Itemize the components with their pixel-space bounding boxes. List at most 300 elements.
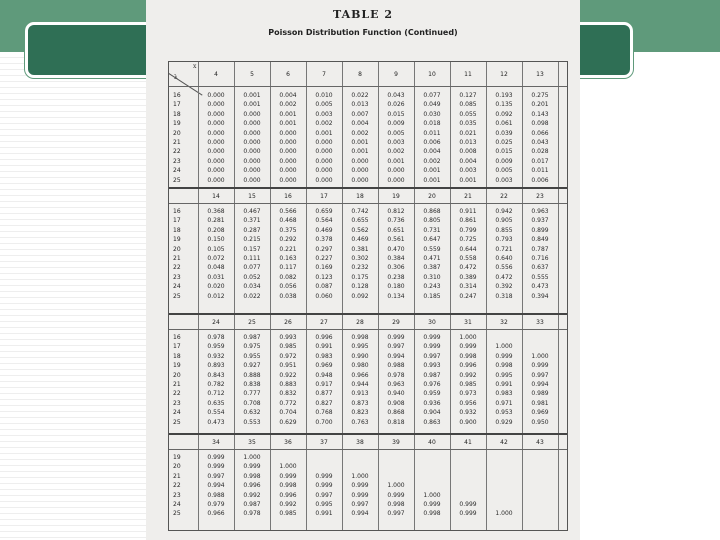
probability-cell: 0.003 xyxy=(387,139,405,146)
probability-cell: 0.936 xyxy=(423,399,441,407)
probability-cell: 0.022 xyxy=(243,292,261,300)
probability-cell: 0.922 xyxy=(279,371,297,379)
probability-cell: 0.823 xyxy=(351,409,369,417)
probability-cell: 0.999 xyxy=(351,482,369,490)
probability-cell: 0.117 xyxy=(279,264,297,272)
probability-cell: 0.470 xyxy=(387,245,405,253)
probability-cell: 0.000 xyxy=(207,157,225,165)
probability-cell: 0.469 xyxy=(351,236,369,244)
lambda-row-label: 18 xyxy=(173,352,181,360)
probability-cell: 0.000 xyxy=(243,176,261,184)
x-column-header: 20 xyxy=(428,193,436,200)
probability-cell: 0.011 xyxy=(531,167,549,175)
x-column-header: 6 xyxy=(286,71,290,78)
probability-cell: 0.004 xyxy=(423,148,441,156)
probability-cell: 0.043 xyxy=(531,139,549,146)
probability-cell: 0.243 xyxy=(423,283,441,291)
probability-cell: 1.000 xyxy=(459,334,477,341)
probability-cell: 0.000 xyxy=(279,148,297,156)
probability-cell: 0.013 xyxy=(351,101,369,109)
lambda-row-label: 24 xyxy=(173,409,181,417)
probability-cell: 0.004 xyxy=(459,157,477,165)
x-column-header: 42 xyxy=(500,439,508,446)
x-column-header: 26 xyxy=(284,319,292,326)
probability-cell: 0.980 xyxy=(351,362,369,370)
probability-cell: 0.010 xyxy=(315,92,333,99)
probability-cell: 0.644 xyxy=(459,245,477,253)
probability-cell: 0.635 xyxy=(207,399,225,407)
probability-cell: 0.175 xyxy=(351,273,369,281)
probability-cell: 0.021 xyxy=(459,129,477,137)
probability-cell: 0.005 xyxy=(495,167,513,175)
probability-cell: 0.038 xyxy=(279,292,297,300)
probability-cell: 0.001 xyxy=(279,110,297,118)
probability-cell: 0.629 xyxy=(279,418,297,426)
lambda-row-label: 22 xyxy=(173,148,181,156)
lambda-row-label: 17 xyxy=(173,343,181,351)
probability-cell: 0.777 xyxy=(243,390,261,398)
probability-cell: 0.001 xyxy=(459,176,477,184)
probability-cell: 0.843 xyxy=(207,371,225,379)
probability-cell: 0.998 xyxy=(387,501,405,508)
x-column-header: 34 xyxy=(212,439,220,446)
probability-cell: 0.963 xyxy=(387,381,405,388)
x-column-header: 8 xyxy=(358,71,362,78)
probability-cell: 0.000 xyxy=(243,167,261,175)
x-column-header: 9 xyxy=(394,71,398,78)
probability-cell: 0.105 xyxy=(207,245,225,253)
probability-cell: 0.022 xyxy=(351,92,369,99)
lambda-row-label: 25 xyxy=(173,176,181,184)
probability-cell: 0.015 xyxy=(495,148,513,156)
probability-cell: 0.375 xyxy=(279,226,297,234)
probability-cell: 0.066 xyxy=(531,129,549,137)
lambda-row-label: 19 xyxy=(173,120,181,128)
probability-cell: 0.708 xyxy=(243,399,261,407)
probability-cell: 0.007 xyxy=(351,110,369,118)
probability-cell: 0.993 xyxy=(279,334,297,341)
probability-cell: 0.991 xyxy=(315,510,333,518)
x-column-header: 33 xyxy=(536,319,544,326)
x-column-header: 30 xyxy=(428,319,436,326)
probability-cell: 0.994 xyxy=(531,381,549,388)
probability-cell: 0.025 xyxy=(495,139,513,146)
x-column-header: 27 xyxy=(320,319,328,326)
probability-cell: 0.999 xyxy=(387,491,405,499)
probability-cell: 0.988 xyxy=(207,491,225,499)
probability-cell: 0.392 xyxy=(495,283,513,291)
probability-cell: 0.232 xyxy=(351,264,369,272)
probability-cell: 0.297 xyxy=(315,245,333,253)
probability-cell: 0.123 xyxy=(315,273,333,281)
poisson-table xyxy=(168,61,568,531)
probability-cell: 0.238 xyxy=(387,273,405,281)
probability-cell: 0.030 xyxy=(423,110,441,118)
x-column-header: 24 xyxy=(212,319,220,326)
probability-cell: 0.990 xyxy=(351,352,369,360)
x-column-header: 19 xyxy=(392,193,400,200)
probability-cell: 0.020 xyxy=(207,283,225,291)
x-column-header: 31 xyxy=(464,319,472,326)
lambda-row-label: 19 xyxy=(173,454,181,461)
probability-cell: 0.180 xyxy=(387,283,405,291)
probability-cell: 0.001 xyxy=(315,129,333,137)
probability-cell: 0.012 xyxy=(207,292,225,300)
probability-cell: 0.861 xyxy=(459,217,477,225)
probability-cell: 0.999 xyxy=(423,343,441,351)
probability-cell: 0.009 xyxy=(495,157,513,165)
probability-cell: 0.929 xyxy=(495,418,513,426)
probability-cell: 0.013 xyxy=(459,139,477,146)
probability-cell: 0.712 xyxy=(207,390,225,398)
probability-cell: 0.998 xyxy=(459,352,477,360)
probability-cell: 0.003 xyxy=(495,176,513,184)
probability-cell: 0.908 xyxy=(387,399,405,407)
probability-cell: 0.932 xyxy=(459,409,477,417)
probability-cell: 0.818 xyxy=(387,418,405,426)
probability-cell: 0.997 xyxy=(351,501,369,508)
lambda-row-label: 17 xyxy=(173,101,181,109)
probability-cell: 0.000 xyxy=(207,101,225,109)
probability-cell: 0.006 xyxy=(423,139,441,146)
x-column-header: 35 xyxy=(248,439,256,446)
probability-cell: 0.975 xyxy=(243,343,261,351)
probability-cell: 0.999 xyxy=(531,362,549,370)
probability-cell: 0.556 xyxy=(495,264,513,272)
lambda-row-label: 22 xyxy=(173,390,181,398)
probability-cell: 0.002 xyxy=(315,120,333,128)
probability-cell: 0.959 xyxy=(207,343,225,351)
probability-cell: 0.992 xyxy=(243,491,261,499)
probability-cell: 0.001 xyxy=(423,167,441,175)
x-column-header: 28 xyxy=(356,319,364,326)
probability-cell: 0.972 xyxy=(279,352,297,360)
probability-cell: 0.005 xyxy=(387,129,405,137)
probability-cell: 0.000 xyxy=(243,139,261,146)
probability-cell: 0.055 xyxy=(459,110,477,118)
probability-cell: 0.995 xyxy=(351,343,369,351)
probability-cell: 0.000 xyxy=(207,120,225,128)
probability-cell: 0.812 xyxy=(387,208,405,215)
probability-cell: 1.000 xyxy=(387,482,405,490)
probability-cell: 0.215 xyxy=(243,236,261,244)
probability-cell: 0.143 xyxy=(531,110,549,118)
block-separator xyxy=(169,86,567,87)
probability-cell: 0.725 xyxy=(459,236,477,244)
x-column-header: 16 xyxy=(284,193,292,200)
probability-cell: 0.971 xyxy=(495,399,513,407)
probability-cell: 0.082 xyxy=(279,273,297,281)
lambda-row-label: 24 xyxy=(173,283,181,291)
probability-cell: 0.992 xyxy=(459,371,477,379)
probability-cell: 0.999 xyxy=(495,352,513,360)
probability-cell: 0.471 xyxy=(423,255,441,262)
probability-cell: 0.472 xyxy=(495,273,513,281)
probability-cell: 0.092 xyxy=(495,110,513,118)
lambda-row-label: 23 xyxy=(173,157,181,165)
x-column-header: 18 xyxy=(356,193,364,200)
probability-cell: 0.966 xyxy=(351,371,369,379)
x-column-header: 39 xyxy=(392,439,400,446)
x-column-header: 41 xyxy=(464,439,472,446)
probability-cell: 0.185 xyxy=(423,292,441,300)
probability-cell: 1.000 xyxy=(351,472,369,480)
probability-cell: 0.999 xyxy=(315,472,333,480)
probability-cell: 1.000 xyxy=(495,510,513,518)
lambda-row-label: 22 xyxy=(173,482,181,490)
probability-cell: 0.061 xyxy=(495,120,513,128)
probability-cell: 0.991 xyxy=(315,343,333,351)
probability-cell: 0.998 xyxy=(351,334,369,341)
probability-cell: 0.951 xyxy=(279,362,297,370)
probability-cell: 0.006 xyxy=(531,176,549,184)
probability-cell: 0.905 xyxy=(495,217,513,225)
probability-cell: 0.799 xyxy=(459,226,477,234)
probability-cell: 0.000 xyxy=(351,157,369,165)
probability-cell: 0.281 xyxy=(207,217,225,225)
probability-cell: 0.716 xyxy=(531,255,549,262)
probability-cell: 0.135 xyxy=(495,101,513,109)
lambda-row-label: 25 xyxy=(173,292,181,300)
probability-cell: 0.208 xyxy=(207,226,225,234)
block-separator xyxy=(169,313,567,315)
probability-cell: 0.056 xyxy=(279,283,297,291)
x-column-header: 17 xyxy=(320,193,328,200)
probability-cell: 0.655 xyxy=(351,217,369,225)
probability-cell: 0.997 xyxy=(315,491,333,499)
probability-cell: 0.387 xyxy=(423,264,441,272)
probability-cell: 0.000 xyxy=(207,129,225,137)
probability-cell: 0.000 xyxy=(387,167,405,175)
probability-cell: 0.001 xyxy=(243,92,261,99)
probability-cell: 0.996 xyxy=(459,362,477,370)
probability-cell: 0.000 xyxy=(243,120,261,128)
x-label: x xyxy=(193,63,197,70)
probability-cell: 0.553 xyxy=(243,418,261,426)
probability-cell: 0.868 xyxy=(423,208,441,215)
x-column-header: 32 xyxy=(500,319,508,326)
probability-cell: 0.647 xyxy=(423,236,441,244)
probability-cell: 0.087 xyxy=(315,283,333,291)
probability-cell: 0.043 xyxy=(387,92,405,99)
probability-cell: 0.004 xyxy=(279,92,297,99)
probability-cell: 0.900 xyxy=(459,418,477,426)
x-column-header: 37 xyxy=(320,439,328,446)
probability-cell: 0.704 xyxy=(279,409,297,417)
probability-cell: 0.000 xyxy=(207,176,225,184)
probability-cell: 0.987 xyxy=(423,371,441,379)
probability-cell: 0.000 xyxy=(315,176,333,184)
probability-cell: 0.877 xyxy=(315,390,333,398)
probability-cell: 0.015 xyxy=(387,110,405,118)
x-column-header: 23 xyxy=(536,193,544,200)
probability-cell: 0.997 xyxy=(387,510,405,518)
probability-cell: 0.092 xyxy=(351,292,369,300)
probability-cell: 0.000 xyxy=(207,110,225,118)
probability-cell: 0.564 xyxy=(315,217,333,225)
probability-cell: 1.000 xyxy=(423,491,441,499)
x-column-header: 21 xyxy=(464,193,472,200)
probability-cell: 0.998 xyxy=(495,362,513,370)
probability-cell: 0.000 xyxy=(315,139,333,146)
probability-cell: 0.659 xyxy=(315,208,333,215)
lambda-row-label: 21 xyxy=(173,381,181,388)
probability-cell: 0.134 xyxy=(387,292,405,300)
x-column-header: 40 xyxy=(428,439,436,446)
probability-cell: 0.001 xyxy=(387,157,405,165)
probability-cell: 0.640 xyxy=(495,255,513,262)
probability-cell: 0.011 xyxy=(423,129,441,137)
probability-cell: 0.072 xyxy=(207,255,225,262)
probability-cell: 0.001 xyxy=(279,120,297,128)
x-column-header: 43 xyxy=(536,439,544,446)
probability-cell: 0.999 xyxy=(207,463,225,471)
probability-cell: 0.978 xyxy=(207,334,225,341)
probability-cell: 0.000 xyxy=(243,148,261,156)
probability-cell: 0.904 xyxy=(423,409,441,417)
probability-cell: 0.983 xyxy=(315,352,333,360)
probability-cell: 0.999 xyxy=(243,463,261,471)
probability-cell: 0.001 xyxy=(243,101,261,109)
probability-cell: 0.731 xyxy=(423,226,441,234)
probability-cell: 0.736 xyxy=(387,217,405,225)
probability-cell: 0.985 xyxy=(279,343,297,351)
probability-cell: 0.467 xyxy=(243,208,261,215)
lambda-row-label: 21 xyxy=(173,255,181,262)
probability-cell: 0.000 xyxy=(243,129,261,137)
probability-cell: 0.940 xyxy=(387,390,405,398)
probability-cell: 0.893 xyxy=(207,362,225,370)
probability-cell: 0.997 xyxy=(207,472,225,480)
probability-cell: 0.996 xyxy=(315,334,333,341)
probability-cell: 0.000 xyxy=(279,129,297,137)
probability-cell: 0.978 xyxy=(243,510,261,518)
table-title: TABLE 2 xyxy=(332,8,394,21)
probability-cell: 0.193 xyxy=(495,92,513,99)
lambda-row-label: 21 xyxy=(173,472,181,480)
probability-cell: 0.562 xyxy=(351,226,369,234)
probability-cell: 0.849 xyxy=(531,236,549,244)
probability-cell: 0.981 xyxy=(531,399,549,407)
lambda-row-label: 20 xyxy=(173,371,181,379)
x-column-header: 13 xyxy=(536,71,544,78)
probability-cell: 0.832 xyxy=(279,390,297,398)
x-column-header: 12 xyxy=(500,71,508,78)
probability-cell: 0.473 xyxy=(207,418,225,426)
x-column-header: 38 xyxy=(356,439,364,446)
probability-cell: 0.028 xyxy=(531,148,549,156)
x-column-header: 5 xyxy=(250,71,254,78)
probability-cell: 0.077 xyxy=(423,92,441,99)
probability-cell: 1.000 xyxy=(495,343,513,351)
probability-cell: 0.855 xyxy=(495,226,513,234)
probability-cell: 0.999 xyxy=(207,454,225,461)
probability-cell: 0.002 xyxy=(387,148,405,156)
probability-cell: 0.999 xyxy=(459,343,477,351)
probability-cell: 0.368 xyxy=(207,208,225,215)
lambda-row-label: 19 xyxy=(173,362,181,370)
x-column-header: 14 xyxy=(212,193,220,200)
probability-cell: 0.314 xyxy=(459,283,477,291)
probability-cell: 0.000 xyxy=(207,139,225,146)
probability-cell: 0.883 xyxy=(279,381,297,388)
header-underline xyxy=(169,449,567,450)
probability-cell: 0.169 xyxy=(315,264,333,272)
probability-cell: 0.127 xyxy=(459,92,477,99)
probability-cell: 0.003 xyxy=(315,110,333,118)
probability-cell: 0.275 xyxy=(531,92,549,99)
probability-cell: 0.000 xyxy=(315,148,333,156)
probability-cell: 0.035 xyxy=(459,120,477,128)
probability-cell: 0.150 xyxy=(207,236,225,244)
probability-cell: 0.566 xyxy=(279,208,297,215)
probability-cell: 0.001 xyxy=(351,148,369,156)
probability-cell: 0.998 xyxy=(279,482,297,490)
probability-cell: 0.000 xyxy=(351,176,369,184)
probability-cell: 0.000 xyxy=(351,167,369,175)
probability-cell: 0.768 xyxy=(315,409,333,417)
probability-cell: 0.001 xyxy=(423,176,441,184)
probability-cell: 0.163 xyxy=(279,255,297,262)
probability-cell: 0.558 xyxy=(459,255,477,262)
probability-cell: 0.561 xyxy=(387,236,405,244)
probability-cell: 0.838 xyxy=(243,381,261,388)
probability-cell: 0.793 xyxy=(495,236,513,244)
lambda-row-label: 16 xyxy=(173,208,181,215)
probability-cell: 0.000 xyxy=(207,167,225,175)
probability-cell: 0.987 xyxy=(243,334,261,341)
probability-cell: 0.292 xyxy=(279,236,297,244)
probability-cell: 0.469 xyxy=(315,226,333,234)
probability-cell: 0.997 xyxy=(531,371,549,379)
lambda-row-label: 22 xyxy=(173,264,181,272)
x-column-header: 11 xyxy=(464,71,472,78)
probability-cell: 0.128 xyxy=(351,283,369,291)
probability-cell: 0.060 xyxy=(315,292,333,300)
lambda-row-label: 16 xyxy=(173,334,181,341)
probability-cell: 1.000 xyxy=(243,454,261,461)
probability-cell: 0.985 xyxy=(279,510,297,518)
probability-cell: 0.979 xyxy=(207,501,225,508)
probability-cell: 0.306 xyxy=(387,264,405,272)
column-separator xyxy=(558,62,559,530)
probability-cell: 0.942 xyxy=(495,208,513,215)
probability-cell: 0.637 xyxy=(531,264,549,272)
probability-cell: 0.927 xyxy=(243,362,261,370)
probability-cell: 0.077 xyxy=(243,264,261,272)
probability-cell: 0.956 xyxy=(459,399,477,407)
probability-cell: 0.992 xyxy=(279,501,297,508)
probability-cell: 0.999 xyxy=(387,334,405,341)
probability-cell: 0.955 xyxy=(243,352,261,360)
probability-cell: 0.911 xyxy=(459,208,477,215)
probability-cell: 0.009 xyxy=(387,120,405,128)
probability-cell: 0.000 xyxy=(315,157,333,165)
probability-cell: 0.863 xyxy=(423,418,441,426)
probability-cell: 0.000 xyxy=(279,176,297,184)
probability-cell: 0.999 xyxy=(459,510,477,518)
probability-cell: 0.787 xyxy=(531,245,549,253)
probability-cell: 0.985 xyxy=(459,381,477,388)
lambda-row-label: 24 xyxy=(173,501,181,508)
probability-cell: 0.001 xyxy=(351,139,369,146)
probability-cell: 0.227 xyxy=(315,255,333,262)
probability-cell: 0.000 xyxy=(279,157,297,165)
probability-cell: 0.085 xyxy=(459,101,477,109)
header-underline xyxy=(169,203,567,204)
lambda-row-label: 18 xyxy=(173,110,181,118)
x-column-header: 29 xyxy=(392,319,400,326)
